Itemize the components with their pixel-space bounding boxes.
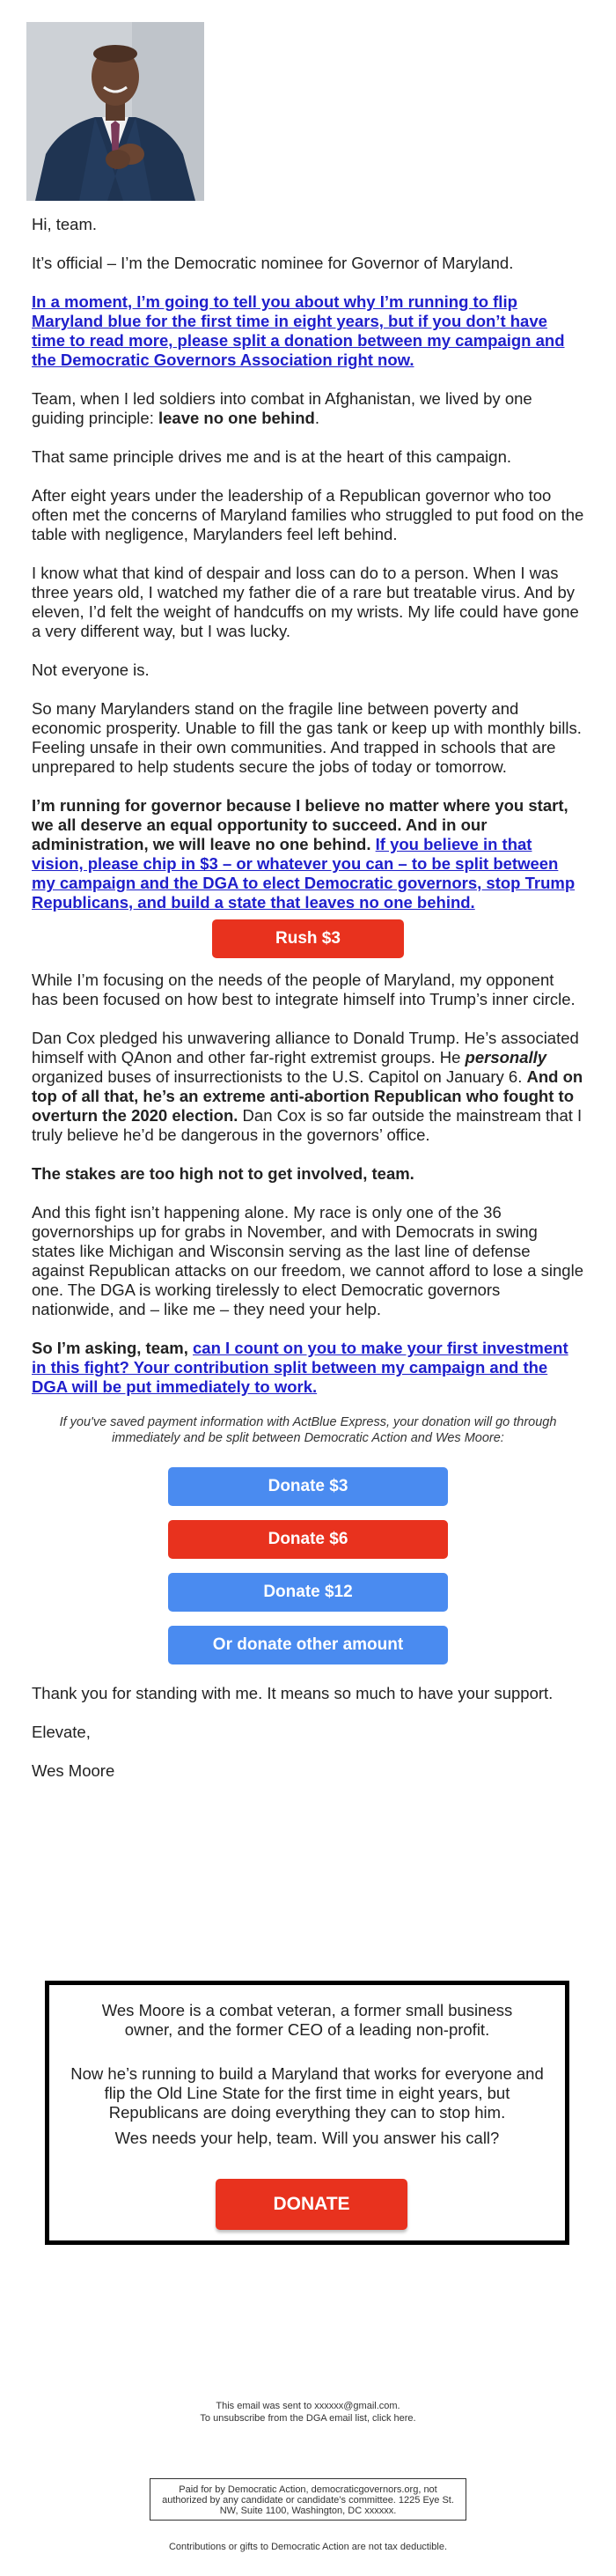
greeting: Hi, team. xyxy=(32,215,98,233)
dan-cox-text-a: Dan Cox pledged his unwavering alliance to Donald Trump. He’s associated himself with QAnon and other far-right extremist groups. He xyxy=(32,1029,579,1067)
first-investment-link[interactable]: can I count on you to make your first investment in this fight? Your contribution split between my campaign and the DGA will be put immediately to work. xyxy=(32,1339,568,1396)
dan-cox-emphasis: personally xyxy=(465,1048,547,1067)
bio-line-3: Wes needs your help, team. Will you answer his call? xyxy=(114,2129,500,2147)
principle-paragraph xyxy=(32,389,584,428)
left-behind-paragraph: After eight years under the leadership of a Republican governor who too often met the concerns of Maryland families who struggled to put food on the table with negligence, Marylanders feel left behind. xyxy=(32,486,584,543)
donate-button[interactable]: DONATE xyxy=(216,2179,407,2230)
rush-3-button[interactable]: Rush $3 xyxy=(212,919,404,958)
thank-you-paragraph: Thank you for standing with me. It means so much to have your support. xyxy=(32,1684,554,1702)
paid-for-disclaimer: Paid for by Democratic Action, democraticgovernors.org, not authorized by any candidate or candidate’s committee. 1225 Eye St. NW, Suite 1100, Washington, DC xxxxxx. xyxy=(150,2478,466,2521)
personal-story-paragraph: I know what that kind of despair and loss can do to a person. When I was three years old, I watched my father die of a rare but treatable virus. And by eleven, I’d felt the weight of handcuffs on my wrists. My life could have gone a very different way, but I was lucky. xyxy=(32,564,579,640)
candidate-photo xyxy=(26,22,204,201)
split-donation-link[interactable]: In a moment, I’m going to tell you about why I’m running to flip Maryland blue for the first time in eight years, but if you don’t have time to read more, please split a donation between my campaign and the Democratic Governors Association right now. xyxy=(32,292,565,369)
principle-end: . xyxy=(314,409,319,427)
principle-drives-paragraph: That same principle drives me and is at the heart of this campaign. xyxy=(32,447,511,466)
intro-paragraph xyxy=(32,292,584,370)
dan-cox-paragraph xyxy=(32,1029,584,1145)
signature: Wes Moore xyxy=(32,1761,115,1780)
bio-line-1: Wes Moore is a combat veteran, a former small business owner, and the former CEO of a leading non-profit. xyxy=(101,2001,513,2039)
signoff: Elevate, xyxy=(32,1723,91,1741)
email-body xyxy=(32,215,584,1800)
nominee-announcement: It’s official – I’m the Democratic nominee for Governor of Maryland. xyxy=(32,254,514,272)
dan-cox-text-b: organized buses of insurrectionists to the U.S. Capitol on January 6. xyxy=(32,1067,527,1086)
chip-in-link[interactable]: If you believe in that vision, please chip in $3 – or whatever you can – to be split between my campaign and the DGA to elect Democratic governors, stop Trump Republicans, and build a state that leaves no one behind. xyxy=(32,835,576,912)
candidate-portrait-image xyxy=(26,22,204,201)
sent-to-text: This email was sent to xxxxxx@gmail.com. xyxy=(216,2401,400,2411)
donate-3-button[interactable]: Donate $3 xyxy=(168,1467,448,1506)
opponent-paragraph: While I’m focusing on the needs of the people of Maryland, my opponent has been focused on how best to integrate himself into Trump’s inner circle. xyxy=(32,971,576,1008)
principle-text: Team, when I led soldiers into combat in Afghanistan, we lived by one guiding principle: xyxy=(32,389,532,427)
bio-box xyxy=(45,1981,569,2245)
principle-bold: leave no one behind xyxy=(158,409,315,427)
actblue-express-note: If you've saved payment information with ActBlue Express, your donation will go through immediately and be split between Democratic Action and Wes Moore: xyxy=(59,1415,557,1445)
donate-12-button[interactable]: Donate $12 xyxy=(168,1573,448,1612)
marylanders-paragraph: So many Marylanders stand on the fragile line between poverty and economic prosperity. Unable to fill the gas tank or keep up with monthly bills. Feeling unsafe in their own communities. And trapped in schools that are unprepared to help students secure the jobs of today or tomorrow. xyxy=(32,699,582,776)
stakes-bold: The stakes are too high not to get involved, team. xyxy=(32,1164,414,1183)
fight-paragraph: And this fight isn’t happening alone. My race is only one of the 36 governorships up for grabs in November, and with Democrats in swing states like Michigan and Wisconsin serving as the last line of defense against Republican attacks on our freedom, we cannot afford to lose a single one. The DGA is working tirelessly to elect Democratic governors nationwide, and – like me – they need your help. xyxy=(32,1203,583,1318)
donate-6-button[interactable]: Donate $6 xyxy=(168,1520,448,1559)
not-everyone-paragraph: Not everyone is. xyxy=(32,661,150,679)
dan-cox-text-c: Dan Cox is so far outside the mainstream that I truly believe he’d be dangerous in the governors’ office. xyxy=(32,1106,583,1144)
stakes-paragraph xyxy=(32,1164,584,1184)
bio-line-2: Now he’s running to build a Maryland that works for everyone and flip the Old Line State for the first time in eight years, but Republicans are doing everything they can to stop him. xyxy=(70,2064,544,2122)
running-bold: I’m running for governor because I believe no matter where you start, we all deserve an equal opportunity to succeed. And in our administration, we will leave no one behind. xyxy=(32,796,568,853)
tax-disclaimer: Contributions or gifts to Democratic Action are not tax deductible. xyxy=(168,2542,448,2552)
dan-cox-bold: And on top of all that, he’s an extreme anti-abortion Republican who fought to overturn the 2020 election. xyxy=(32,1067,583,1125)
donate-other-button[interactable]: Or donate other amount xyxy=(168,1626,448,1664)
asking-bold: So I’m asking, team, xyxy=(32,1339,194,1357)
running-paragraph xyxy=(32,796,584,912)
asking-paragraph xyxy=(32,1339,584,1397)
unsubscribe-link[interactable]: To unsubscribe from the DGA email list, click here. xyxy=(200,2413,416,2424)
